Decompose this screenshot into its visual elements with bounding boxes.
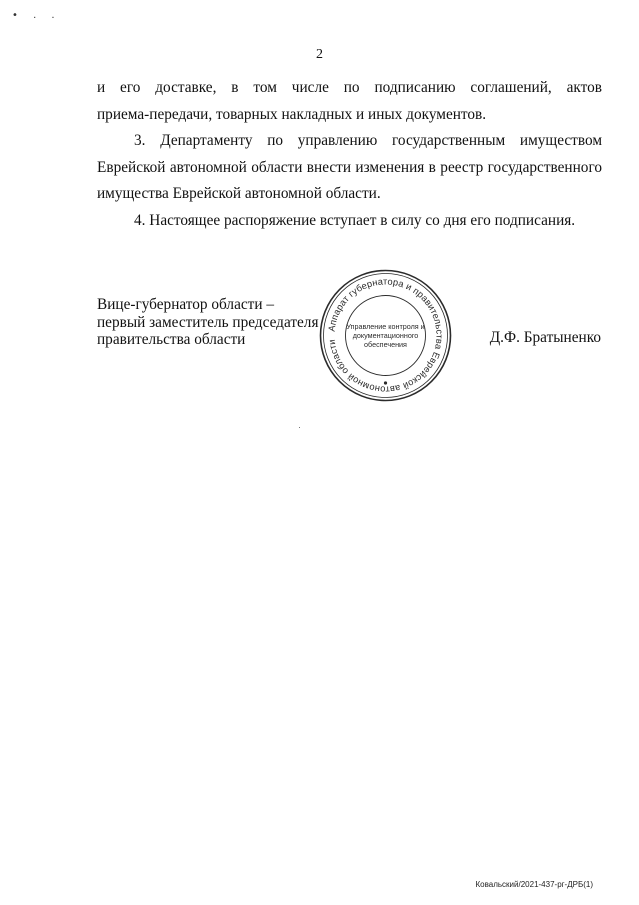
paragraph-3 [97, 128, 602, 208]
signatory-title [97, 296, 318, 349]
seal-center-text: документационного [352, 331, 419, 340]
seal-graphic [318, 268, 453, 403]
text-line: 4. Настоящее распоряжение вступает в силу со дня его подписания. [134, 211, 576, 229]
signatory-title-line: Вице-губернатор области – [97, 296, 274, 313]
text-line: приема-передачи, товарных накладных и иных документов. [97, 105, 487, 123]
document-body [97, 75, 602, 234]
seal-ring-text: Аппарат губернатора и правительства Еврейской автономной области [326, 276, 445, 395]
paragraph-4 [97, 208, 602, 235]
scan-speck [299, 427, 300, 428]
seal-center-text: Управление контроля и [346, 322, 425, 331]
signatory-title-line: первый заместитель председателя [97, 313, 319, 331]
text-line: 3. Департаменту по управлению государственным имуществом [134, 132, 602, 149]
signatory-name: Д.Ф. Братыненко [489, 329, 601, 346]
document-code: Ковальский/2021-437-рг-ДРБ(1) [475, 880, 593, 889]
scan-artifact: • . . [12, 10, 61, 21]
page-number: 2 [316, 47, 323, 62]
text-line: имущества Еврейской автономной области. [97, 185, 381, 202]
signatory-title-line: правительства области [97, 331, 246, 348]
text-line: Еврейской автономной области внести изменения в реестр государственного [97, 158, 602, 176]
text-line: и его доставке, в том числе по подписанию соглашений, актов [97, 79, 602, 96]
official-seal-stamp [318, 268, 453, 403]
paragraph-2-continuation [97, 75, 602, 128]
seal-center-text: обеспечения [364, 340, 407, 349]
